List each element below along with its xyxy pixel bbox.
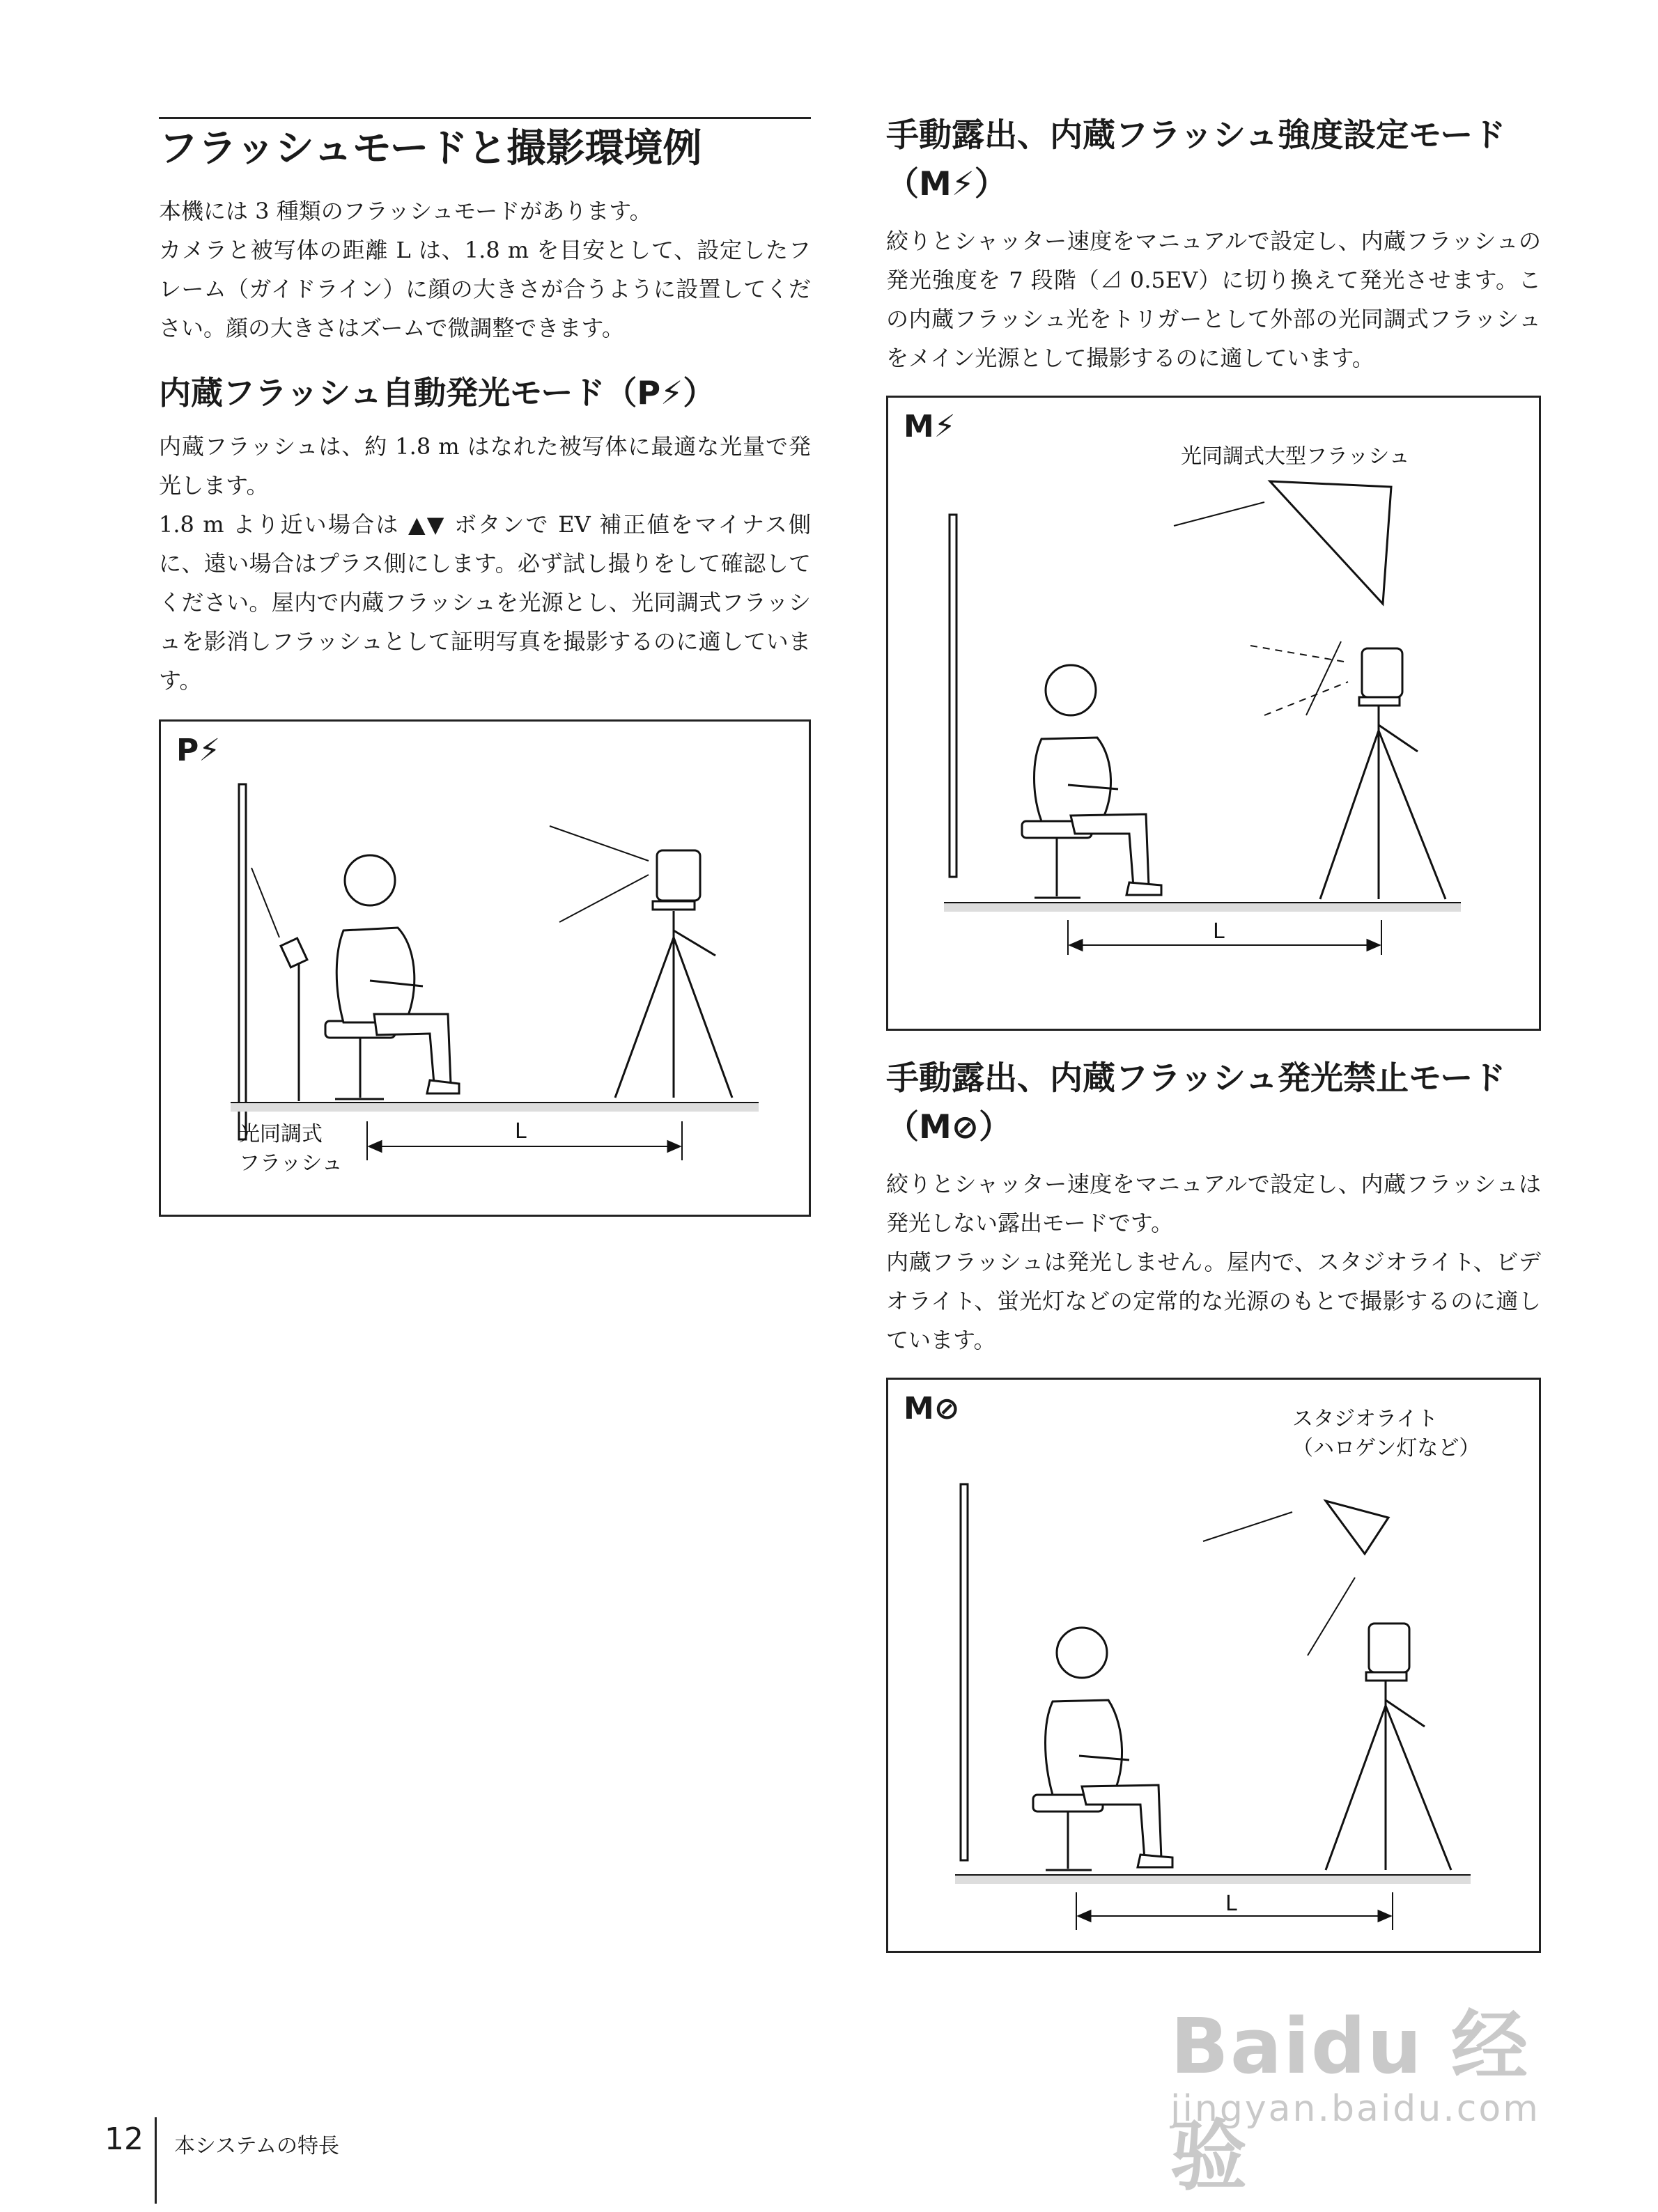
manual-flash-paragraph: 絞りとシャッター速度をマニュアルで設定し、内蔵フラッシュの発光強度を 7 段階（⊿ 0.5EV）に切り換えて発光させます。この内蔵フラッシュ光をトリガーとして外部の光同調式フラッシュをメイン光源として撮影するのに適しています。	[886, 228, 1541, 371]
large-flash-label: 光同調式大型フラッシュ	[1181, 444, 1410, 469]
distance-label: L	[1213, 919, 1225, 944]
distance-label: L	[1225, 1892, 1237, 1916]
section-title-manual-flash: 手動露出、内蔵フラッシュ強度設定モード（M⚡）	[886, 116, 1506, 203]
no-flash-paragraph-2: 内蔵フラッシュは発光しません。屋内で、スタジオライト、ビデオライト、蛍光灯などの定常的な光源のもとで撮影するのに適しています。	[886, 1249, 1541, 1353]
auto-flash-paragraph-2: 1.8 m より近い場合は ▲▼ ボタンで EV 補正値をマイナス側に、遠い場合はプラス側にします。必ず試し撮りをして確認してください。屋内で内蔵フラッシュを光源とし、光同調式フラッシュを影消しフラッシュとして証明写真を撮影するのに適しています。	[159, 511, 811, 694]
page-heading: フラッシュモードと撮影環境例	[159, 126, 702, 171]
watermark-url: jingyan.baidu.com	[1170, 2088, 1540, 2130]
studio-light-label: スタジオライト （ハロゲン灯など）	[1292, 1407, 1480, 1461]
auto-flash-paragraph-1: 内蔵フラッシュは、約 1.8 m はなれた被写体に最適な光量で発光します。	[159, 433, 811, 499]
intro-paragraph-2: カメラと被写体の距離 L は、1.8 m を目安として、設定したフレーム（ガイドライン）に顔の大きさが合うように設置してください。顔の大きさはズームで微調整できます。	[159, 237, 811, 341]
right-column	[886, 111, 1541, 1953]
no-flash-paragraph-1: 絞りとシャッター速度をマニュアルで設定し、内蔵フラッシュは発光しない露出モードです。	[886, 1171, 1541, 1236]
figure-auto-flash	[159, 719, 811, 1217]
baidu-watermark	[1149, 1936, 1595, 2201]
figure-manual-flash	[886, 396, 1541, 1031]
footer-divider	[155, 2117, 157, 2204]
page-number: 12	[104, 2121, 144, 2157]
watermark-brand: Baidu 经验	[1170, 2002, 1530, 2201]
no-flash-illustration	[888, 1380, 1543, 1955]
section-title-auto-flash: 内蔵フラッシュ自動発光モード（P⚡）	[159, 374, 715, 412]
mode-label: M⊘	[904, 1391, 960, 1426]
left-column	[159, 117, 811, 1217]
mode-label: M⚡	[904, 409, 956, 444]
distance-label: L	[515, 1119, 527, 1144]
slave-flash-label: 光同調式 フラッシュ	[239, 1122, 343, 1176]
intro-paragraph-1: 本機には 3 種類のフラッシュモードがあります。	[159, 198, 652, 224]
heading-rule	[159, 117, 811, 119]
section-title-no-flash: 手動露出、内蔵フラッシュ発光禁止モード（M⊘）	[886, 1059, 1506, 1146]
figure-no-flash	[886, 1378, 1541, 1953]
mode-label: P⚡	[176, 733, 221, 769]
chapter-title: 本システムの特長	[174, 2134, 339, 2158]
